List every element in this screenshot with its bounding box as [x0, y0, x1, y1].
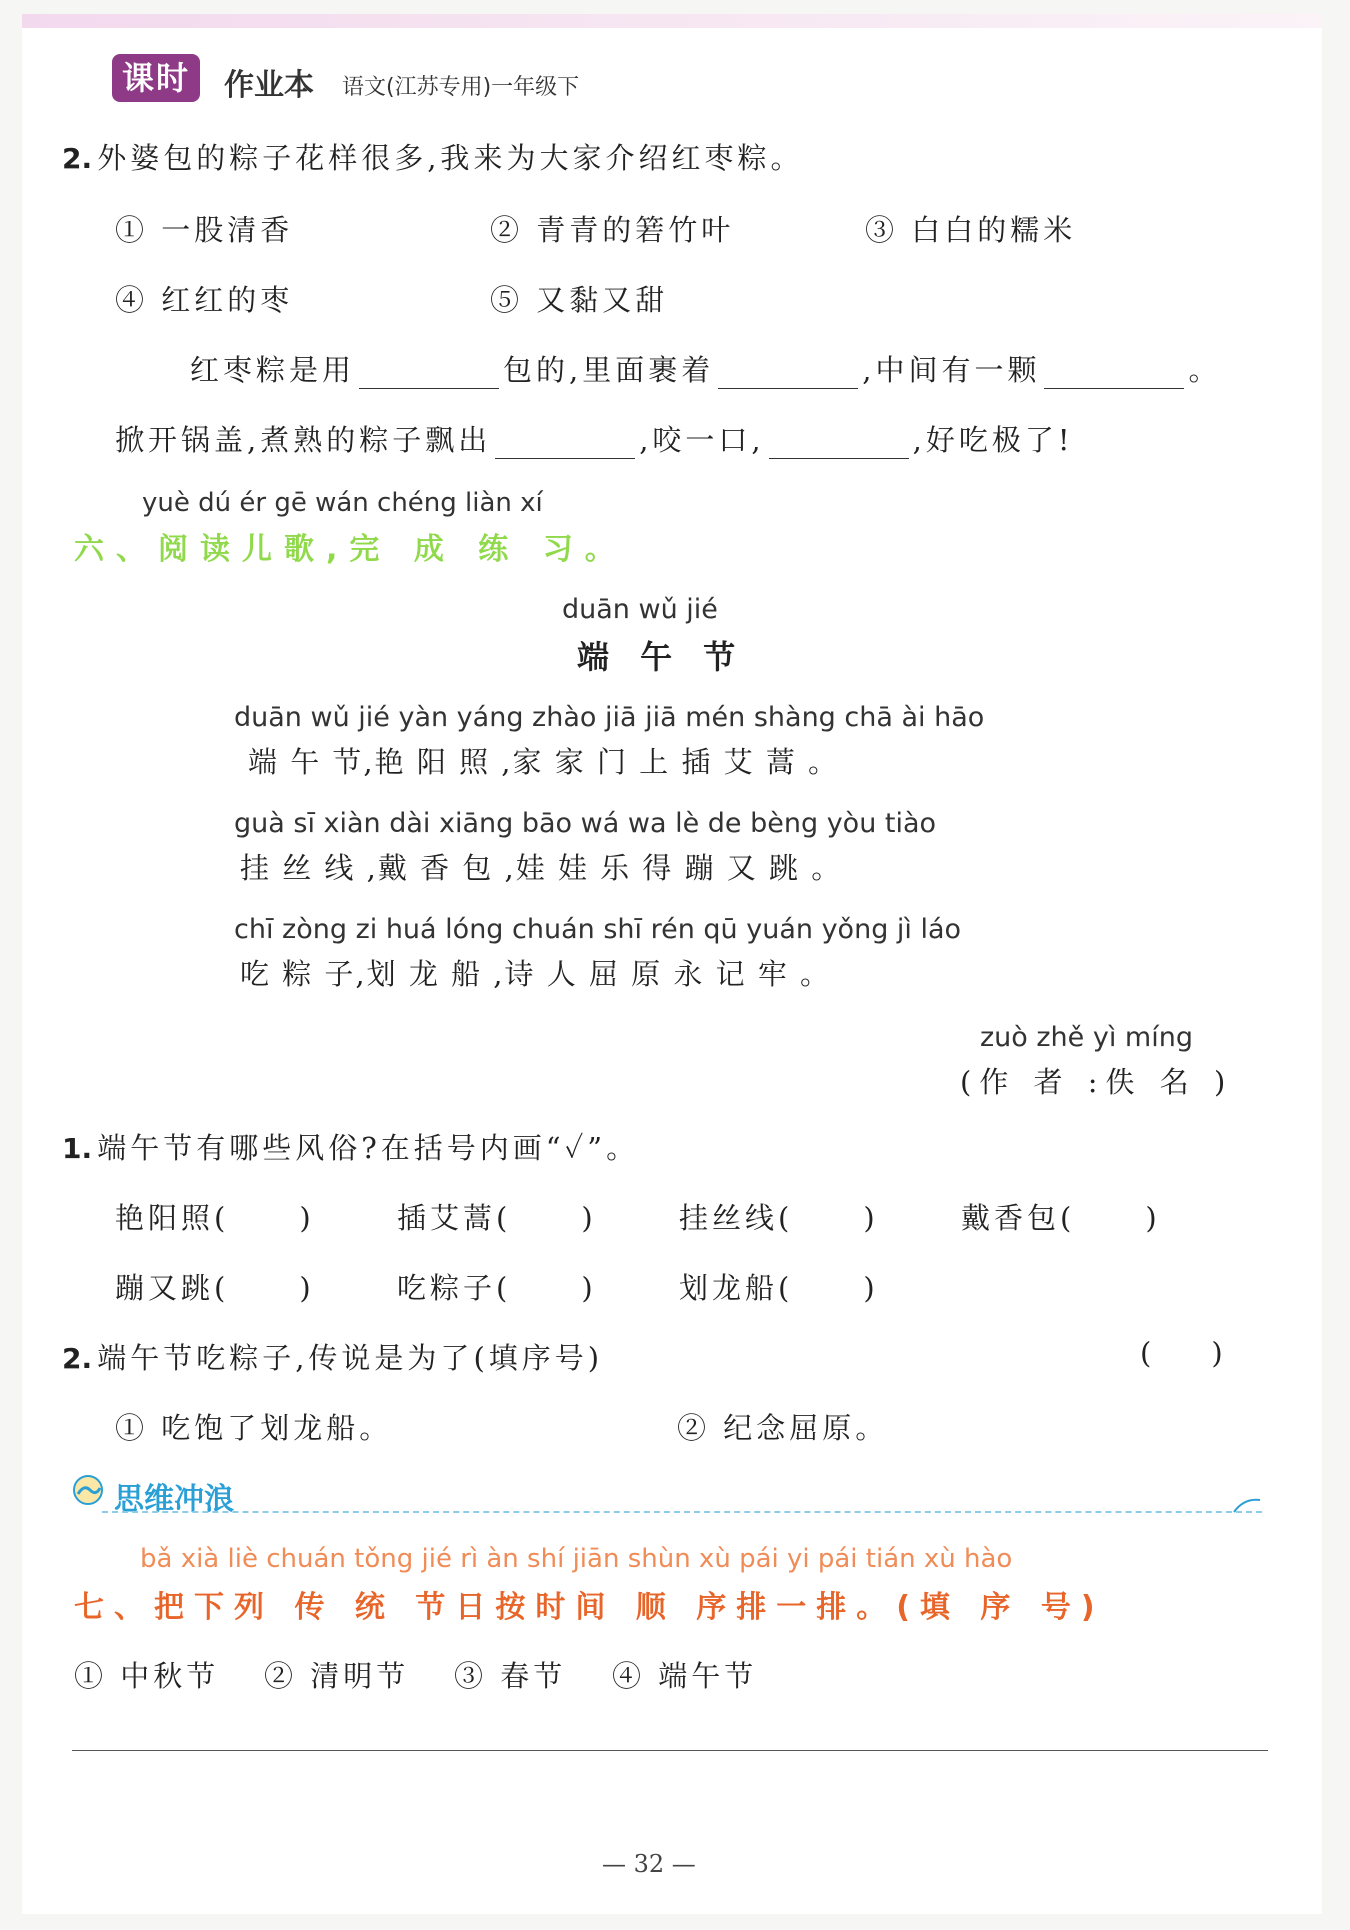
wave-end-icon	[1232, 1496, 1262, 1518]
option-1: ① 一股清香	[115, 213, 294, 247]
brand-badge: 课时	[112, 54, 200, 102]
festival-option-1: ① 中秋节	[74, 1659, 220, 1693]
question-2-bottom	[62, 1336, 603, 1377]
custom-item-2: 插艾蒿( )	[397, 1201, 597, 1235]
fill-blank-3[interactable]	[1044, 358, 1184, 389]
poem-line-2-pinyin: guà sī xiàn dài xiāng bāo wá wa lè de bèng yòu tiào	[234, 808, 937, 839]
question-number: 2.	[62, 142, 93, 175]
answer-paren[interactable]: ( )	[1140, 1336, 1227, 1370]
poem-author: (作 者 :佚 名 )	[960, 1065, 1234, 1099]
question-number: 2.	[62, 1342, 93, 1375]
thinking-wave-title: 思维冲浪	[114, 1482, 234, 1517]
answer-writing-line[interactable]	[72, 1750, 1268, 1751]
wave-divider	[102, 1511, 1262, 1513]
section-6-title: 六、阅读儿歌,完 成 练 习。	[74, 532, 627, 567]
festival-option-4: ④ 端午节	[612, 1659, 758, 1693]
poem-title-pinyin: duān wǔ jié	[562, 594, 718, 625]
poem-title: 端 午 节	[577, 638, 746, 676]
question-1	[62, 1126, 639, 1167]
poem-line-1: 端 午 节,艳 阳 照 ,家 家 门 上 插 艾 蒿 。	[248, 745, 840, 779]
question-prompt: 端午节吃粽子,传说是为了(填序号)	[97, 1341, 604, 1375]
fill-blank-1[interactable]	[359, 358, 499, 389]
poem-line-3-pinyin: chī zòng zi huá lóng chuán shī rén qū yuán yǒng jì láo	[234, 914, 962, 945]
custom-item-3: 挂丝线( )	[679, 1201, 879, 1235]
book-info: 语文(江苏专用)一年级下	[342, 75, 580, 100]
page-number: — 32 —	[602, 1850, 696, 1878]
option-3: ③ 白白的糯米	[865, 213, 1077, 247]
workbook-page	[22, 14, 1322, 1914]
question-2-top	[62, 136, 803, 177]
option-5: ⑤ 又黏又甜	[490, 283, 669, 317]
festival-option-3: ③ 春节	[454, 1659, 567, 1693]
custom-item-6: 吃粽子( )	[397, 1271, 597, 1305]
choice-2: ② 纪念屈原。	[677, 1411, 889, 1445]
section-6-pinyin: yuè dú ér gē wán chéng liàn xí	[142, 488, 543, 518]
top-decor-bar	[22, 14, 1322, 28]
custom-item-5: 蹦又跳( )	[115, 1271, 315, 1305]
question-prompt: 外婆包的粽子花样很多,我来为大家介绍红枣粽。	[97, 141, 804, 175]
fill-blank-5[interactable]	[769, 428, 909, 459]
wave-icon	[72, 1474, 104, 1506]
brand-text: 作业本	[224, 68, 314, 103]
festival-option-2: ② 清明节	[264, 1659, 410, 1693]
fill-blank-2[interactable]	[718, 358, 858, 389]
poem-line-2: 挂 丝 线 ,戴 香 包 ,娃 娃 乐 得 蹦 又 跳 。	[240, 851, 843, 885]
poem-author-pinyin: zuò zhě yì míng	[980, 1022, 1193, 1053]
poem-line-3: 吃 粽 子,划 龙 船 ,诗 人 屈 原 永 记 牢 。	[240, 957, 832, 991]
custom-item-4: 戴香包( )	[961, 1201, 1161, 1235]
poem-line-1-pinyin: duān wǔ jié yàn yáng zhào jiā jiā mén shàng chā ài hāo	[234, 702, 985, 733]
custom-item-7: 划龙船( )	[679, 1271, 879, 1305]
question-prompt: 端午节有哪些风俗?在括号内画“✓”。	[97, 1131, 640, 1165]
choice-1: ① 吃饱了划龙船。	[115, 1411, 393, 1445]
section-7-pinyin: bǎ xià liè chuán tǒng jié rì àn shí jiān shùn xù pái yi pái tián xù hào	[140, 1544, 1013, 1574]
question-number: 1.	[62, 1132, 93, 1165]
custom-item-1: 艳阳照( )	[115, 1201, 315, 1235]
option-4: ④ 红红的枣	[115, 283, 294, 317]
fill-sentence-2: 掀开锅盖,煮熟的粽子飘出 ,咬一口, ,好吃极了!	[115, 423, 1074, 457]
fill-blank-4[interactable]	[495, 428, 635, 459]
fill-sentence-1: 红枣粽是用 包的,里面裹着 ,中间有一颗 。	[190, 353, 1222, 387]
section-7-title: 七、把下列 传 统 节日按时间 顺 序排一排。(填 序 号)	[74, 1590, 1105, 1625]
option-2: ② 青青的箬竹叶	[490, 213, 735, 247]
